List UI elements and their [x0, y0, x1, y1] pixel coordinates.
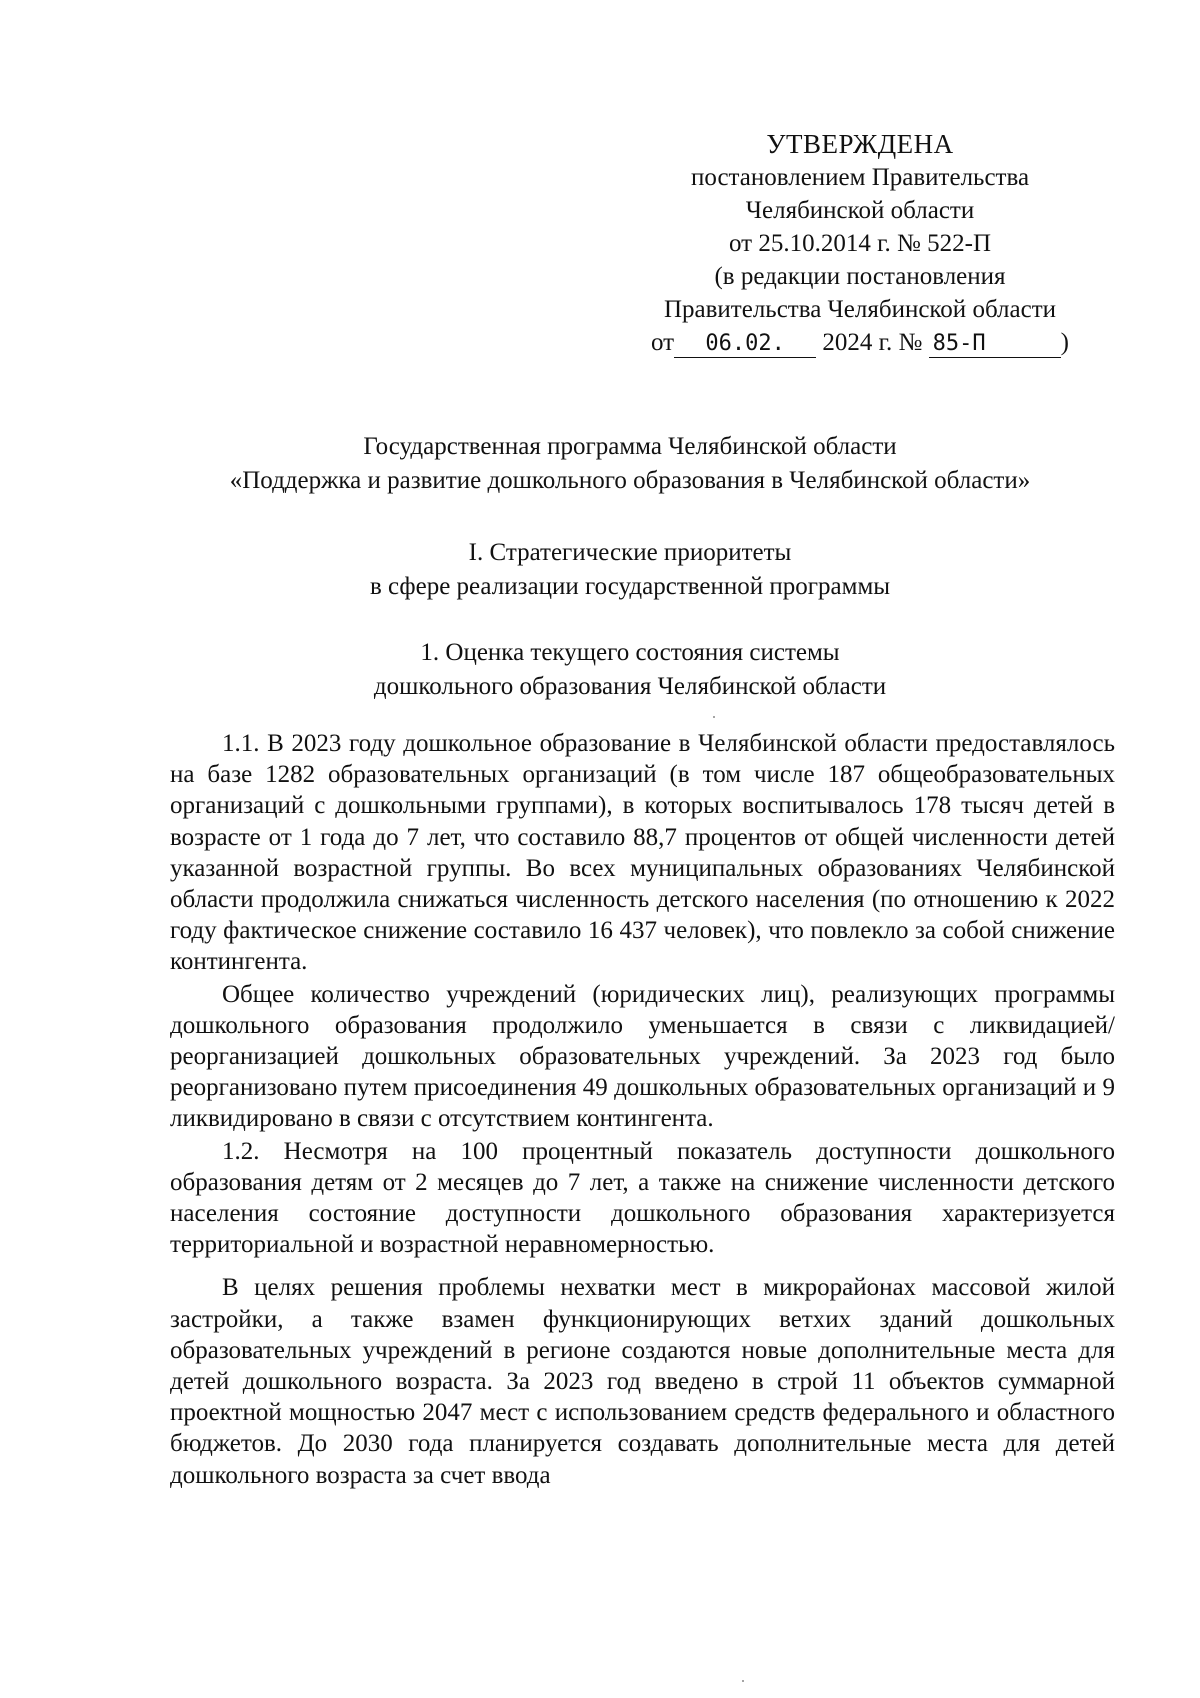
- subsection-heading-line-2: дошкольного образования Челябинской области: [373, 673, 887, 700]
- approval-line-2: Челябинской области: [745, 197, 975, 224]
- paragraph: 1.1. В 2023 году дошкольное образование в Челябинской области предоставлялось на базе 1282 образовательных организаций (в том числе 187 общеобразовательных организаций с дошкольными группами), в которых воспитывалось 178 тысяч детей в возрасте от 1 года до 7 лет, что составило 88,7 процентов от общей численности детей указанной возрастной группы. Во всех муниципальных образованиях Челябинской области продолжила снижаться численность детского населения (по отношению к 2022 году фактическое снижение составило 16 437 человек), что повлекло за собой снижение контингента.: [170, 730, 1115, 976]
- amendment-number-value: 85-П: [929, 331, 1061, 358]
- subsection-heading-line-1: 1. Оценка текущего состояния системы: [420, 639, 840, 666]
- body-text: [170, 728, 1115, 1491]
- section-heading-line-2: в сфере реализации государственной программы: [369, 573, 891, 600]
- approval-title: УТВЕРЖДЕНА: [766, 129, 954, 159]
- approval-stamp: [640, 128, 1080, 359]
- paragraph: 1.2. Несмотря на 100 процентный показатель доступности дошкольного образования детям от 2 месяцев до 7 лет, а также на снижение численности детского населения состояние доступности дошкольного образования характеризуется территориальной и возрастной неравномерностью.: [170, 1137, 1115, 1259]
- scan-speck: [713, 716, 715, 718]
- subsection-heading: [150, 636, 1110, 704]
- closing-parenthesis: ): [1060, 329, 1069, 356]
- approval-line-5: Правительства Челябинской области: [663, 296, 1057, 323]
- paragraph: Общее количество учреждений (юридических лиц), реализующих программы дошкольного образования продолжило уменьшается в связи с ликвидацией/реорганизацией дошкольных образовательных учреждений. За 2023 год было реорганизовано путем присоединения 49 дошкольных образовательных организаций и 9 ликвидировано в связи с отсутствием контингента.: [170, 980, 1115, 1133]
- amendment-date-line: [640, 326, 1080, 359]
- approval-line-3: от 25.10.2014 г. № 522-П: [728, 230, 991, 257]
- section-heading: [150, 536, 1110, 604]
- date-prefix: от: [651, 329, 675, 356]
- program-title-line-2: «Поддержка и развитие дошкольного образования в Челябинской области»: [229, 467, 1031, 494]
- paragraph: В целях решения проблемы нехватки мест в микрорайонах массовой жилой застройки, а также взамен функционирующих ветхих зданий дошкольных образовательных учреждений в регионе создаются новые дополнительные места для детей дошкольного возраста. За 2023 год введено в строй 11 объектов суммарной проектной мощностью 2047 мест с использованием средств федерального и областного бюджетов. До 2030 года планируется создавать дополнительные места для детей дошкольного возраста за счет ввода: [170, 1274, 1115, 1489]
- amendment-date-value: 06.02.: [674, 331, 816, 358]
- program-title: [150, 430, 1110, 498]
- approval-line-4: (в редакции постановления: [714, 263, 1006, 290]
- year-text: 2024 г. №: [822, 329, 923, 356]
- section-heading-line-1: I. Стратегические приоритеты: [468, 539, 792, 566]
- program-title-line-1: Государственная программа Челябинской области: [363, 433, 897, 460]
- approval-line-1: постановлением Правительства: [690, 164, 1030, 191]
- scan-speck: [742, 1680, 744, 1682]
